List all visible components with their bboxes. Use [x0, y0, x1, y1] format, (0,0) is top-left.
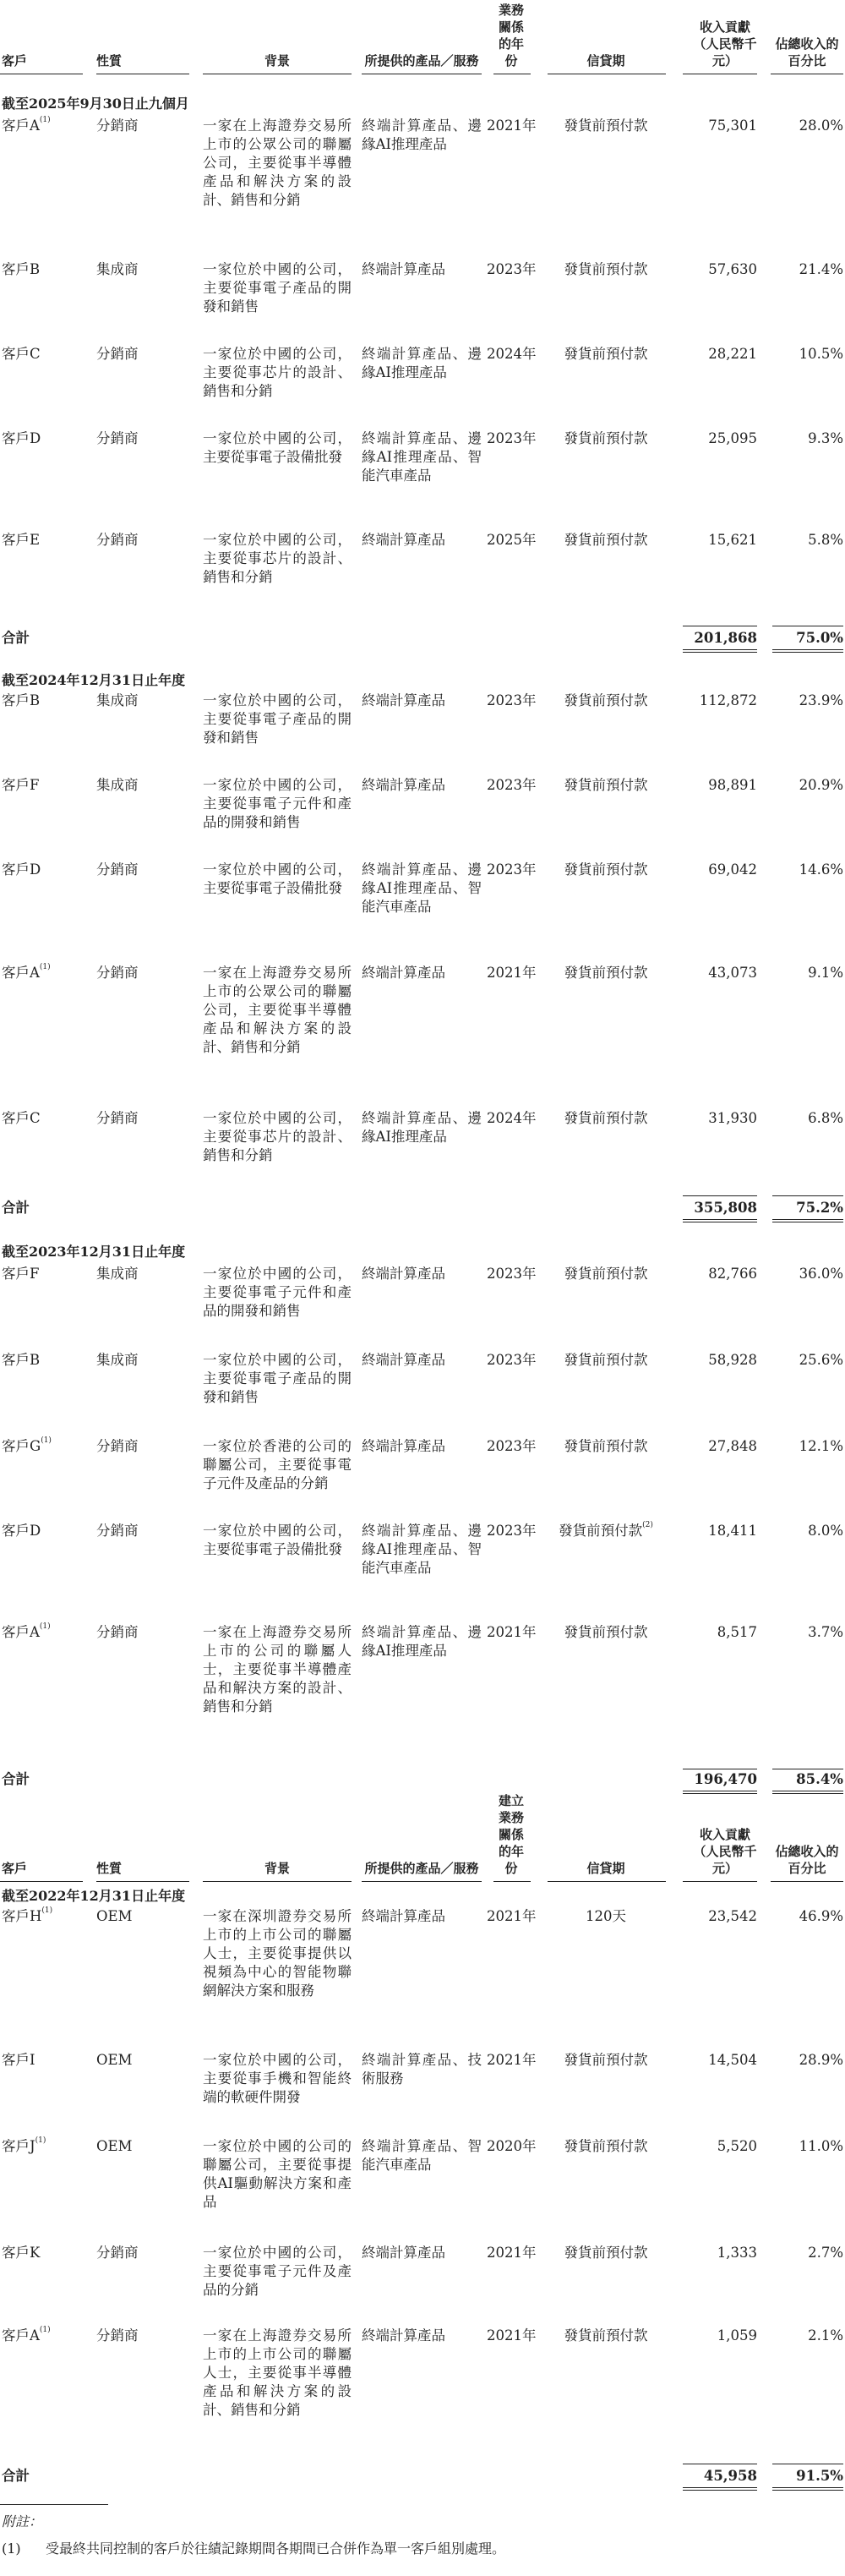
customer-revenue: 31,930	[708, 1110, 757, 1126]
customer-name: 客戶B	[2, 1352, 41, 1368]
customer-name: 客戶$A^{(1)}$	[2, 116, 51, 134]
customer-products: 終端計算產品	[362, 1908, 445, 1924]
customer-year: 2023年	[487, 430, 537, 446]
customer-products: 終端計算產品	[362, 965, 445, 981]
customer-credit: 120天	[586, 1908, 626, 1924]
customer-nature: OEM	[96, 2138, 133, 2154]
customer-products: 終端計算產品、邊緣AI推理產品	[362, 1624, 482, 1659]
customer-nature: 集成商	[96, 1352, 139, 1368]
customer-revenue: 112,872	[699, 692, 757, 708]
customer-credit: 發貨前預付款	[564, 2245, 648, 2261]
customer-revenue: 98,891	[708, 777, 757, 793]
customer-credit: 發貨前預付款	[564, 1266, 648, 1282]
customer-percent: 9.3%	[808, 430, 843, 446]
customer-credit: 發貨前預付款	[564, 430, 648, 446]
customer-products: 終端計算產品	[362, 2327, 445, 2344]
customer-nature: 分銷商	[96, 965, 139, 981]
customer-year: 2020年	[487, 2138, 537, 2154]
customer-revenue: 57,630	[708, 261, 757, 277]
customer-year: 2023年	[487, 1266, 537, 1282]
header-background: 背景	[264, 1861, 290, 1876]
total-percent: 75.2%	[796, 1200, 843, 1216]
customer-year: 2023年	[487, 692, 537, 708]
header-nature: 性質	[96, 1861, 123, 1876]
header-revenue: 收入貢獻（人民幣千元）	[693, 1827, 757, 1876]
customer-credit: 發貨前預付款$^{(2)}$	[559, 1521, 653, 1539]
customer-revenue: 14,504	[708, 2052, 757, 2068]
customer-percent: 28.0%	[799, 118, 843, 134]
customer-name: 客戶D	[2, 1523, 41, 1539]
customer-nature: 分銷商	[96, 1110, 139, 1126]
customer-nature: 分銷商	[96, 118, 139, 134]
customer-nature: 分銷商	[96, 1624, 139, 1640]
customer-products: 終端計算產品	[362, 2245, 445, 2261]
customer-percent: 23.9%	[799, 692, 843, 708]
customer-products: 終端計算產品	[362, 777, 445, 793]
total-percent: 85.4%	[796, 1771, 843, 1787]
total-revenue: 45,958	[703, 2468, 757, 2484]
header-background: 背景	[264, 53, 290, 68]
header-products: 所提供的產品／服務	[364, 53, 479, 68]
customer-name: 客戶D	[2, 430, 41, 446]
customer-name: 客戶I	[2, 2052, 35, 2068]
customer-credit: 發貨前預付款	[564, 861, 648, 878]
customer-percent: 14.6%	[799, 861, 843, 878]
customer-background: 一家位於香港的公司的聯屬公司，主要從事電子元件及產品的分銷	[203, 1438, 352, 1491]
customer-name: 客戶$H^{(1)}$	[2, 1906, 53, 1924]
customer-revenue: 8,517	[717, 1624, 757, 1640]
customer-year: 2021年	[487, 1908, 537, 1924]
period-title: 截至2024年12月31日止年度	[2, 672, 186, 688]
customer-nature: 分銷商	[96, 2245, 139, 2261]
customer-background: 一家位於中國的公司，主要從事電子產品的開發和銷售	[203, 692, 352, 746]
customer-year: 2024年	[487, 1110, 537, 1126]
customer-background: 一家在上海證券交易所上市的公眾公司的聯屬公司，主要從事半導體產品和解決方案的設計、銷售和分銷	[203, 118, 352, 208]
customer-percent: 9.1%	[808, 965, 843, 981]
total-revenue: 355,808	[694, 1200, 757, 1216]
period-title: 截至2025年9月30日止九個月	[2, 96, 189, 112]
customer-name: 客戶F	[2, 1266, 40, 1282]
customer-year: 2025年	[487, 532, 537, 548]
customer-credit: 發貨前預付款	[564, 692, 648, 708]
customer-background: 一家位於中國的公司，主要從事電子元件及產品的分銷	[203, 2245, 352, 2298]
customer-revenue: 27,848	[708, 1438, 757, 1454]
customer-products: 終端計算產品	[362, 1266, 445, 1282]
customer-year: 2021年	[487, 2327, 537, 2344]
customer-background: 一家位於中國的公司，主要從事手機和智能終端的軟硬件開發	[203, 2052, 352, 2105]
customer-products: 終端計算產品	[362, 1352, 445, 1368]
customer-products: 終端計算產品、邊緣AI推理產品	[362, 1110, 482, 1145]
customer-percent: 5.8%	[808, 532, 843, 548]
customer-revenue: 82,766	[708, 1266, 757, 1282]
customer-name: 客戶K	[2, 2245, 41, 2261]
header-customer: 客戶	[2, 1861, 28, 1876]
customer-credit: 發貨前預付款	[564, 2138, 648, 2154]
customer-products: 終端計算產品、邊緣AI推理產品、智能汽車產品	[362, 430, 482, 484]
customer-credit: 發貨前預付款	[564, 346, 648, 362]
customer-year: 2021年	[487, 2052, 537, 2068]
header-year: 建立業務關係的年份	[498, 1793, 524, 1876]
customer-percent: 2.1%	[808, 2327, 843, 2344]
customer-background: 一家位於中國的公司的聯屬公司，主要從事提供AI驅動解決方案和產品	[203, 2138, 352, 2210]
customer-percent: 8.0%	[808, 1523, 843, 1539]
customer-revenue: 23,542	[708, 1908, 757, 1924]
total-percent: 91.5%	[796, 2468, 843, 2484]
customer-revenue: 25,095	[708, 430, 757, 446]
customer-name: 客戶C	[2, 1110, 41, 1126]
table-header	[0, 1793, 845, 1882]
customer-credit: 發貨前預付款	[564, 777, 648, 793]
customer-percent: 6.8%	[808, 1110, 843, 1126]
customer-year: 2023年	[487, 1523, 537, 1539]
customer-year: 2021年	[487, 118, 537, 134]
customer-nature: 分銷商	[96, 861, 139, 878]
notes-title: 附註：	[2, 2513, 43, 2530]
customer-revenue: 15,621	[708, 532, 757, 548]
customer-background: 一家位於中國的公司，主要從事電子元件和產品的開發和銷售	[203, 1266, 352, 1319]
customer-credit: 發貨前預付款	[564, 1352, 648, 1368]
customer-year: 2024年	[487, 346, 537, 362]
customer-nature: 分銷商	[96, 430, 139, 446]
total-percent: 75.0%	[796, 630, 843, 646]
customer-nature: 集成商	[96, 1266, 139, 1282]
customer-nature: OEM	[96, 2052, 133, 2068]
header-revenue: 收入貢獻（人民幣千元）	[693, 19, 757, 68]
customer-year: 2023年	[487, 1438, 537, 1454]
customer-products: 終端計算產品、邊緣AI推理產品、智能汽車產品	[362, 861, 482, 915]
customer-name: 客戶D	[2, 861, 41, 878]
customer-revenue: 75,301	[708, 118, 757, 134]
customer-year: 2023年	[487, 261, 537, 277]
total-label: 合計	[2, 1771, 30, 1787]
customer-year: 2023年	[487, 1352, 537, 1368]
customer-percent: 3.7%	[808, 1624, 843, 1640]
customer-background: 一家在深圳證券交易所上市的上市公司的聯屬人士，主要從事提供以視頻為中心的智能物聯網解決方案和服務	[203, 1908, 352, 1999]
customer-name: 客戶$A^{(1)}$	[2, 1622, 51, 1640]
period-title: 截至2022年12月31日止年度	[2, 1888, 186, 1904]
customer-revenue: 1,333	[717, 2245, 757, 2261]
header-percent: 佔總收入的百分比	[775, 1844, 839, 1876]
customer-percent: 20.9%	[799, 777, 843, 793]
customer-products: 終端計算產品	[362, 692, 445, 708]
customer-name: 客戶$A^{(1)}$	[2, 2326, 51, 2344]
customer-percent: 25.6%	[799, 1352, 843, 1368]
customer-name: 客戶$J^{(1)}$	[2, 2136, 46, 2154]
customer-nature: 分銷商	[96, 346, 139, 362]
customer-year: 2021年	[487, 2245, 537, 2261]
header-nature: 性質	[96, 53, 123, 68]
total-label: 合計	[2, 2468, 30, 2484]
header-credit: 信貸期	[586, 1861, 625, 1876]
header-year: 業務關係的年份	[498, 3, 524, 68]
customer-name: 客戶B	[2, 692, 41, 708]
customer-background: 一家位於中國的公司，主要從事芯片的設計、銷售和分銷	[203, 532, 352, 585]
customer-background: 一家位於中國的公司，主要從事電子元件和產品的開發和銷售	[203, 777, 352, 830]
customer-credit: 發貨前預付款	[564, 261, 648, 277]
customer-percent: 12.1%	[799, 1438, 843, 1454]
customer-background: 一家在上海證券交易所上市的公司的聯屬人士，主要從事半導體產品和解決方案的設計、銷售和分銷	[203, 1624, 352, 1715]
total-label: 合計	[2, 630, 30, 646]
table-header	[0, 0, 845, 74]
customer-credit: 發貨前預付款	[564, 1624, 648, 1640]
customer-background: 一家位於中國的公司，主要從事電子設備批發	[203, 1523, 352, 1557]
customer-products: 終端計算產品、技術服務	[362, 2052, 482, 2087]
customer-credit: 發貨前預付款	[564, 118, 648, 134]
customer-percent: 46.9%	[799, 1908, 843, 1924]
customer-credit: 發貨前預付款	[564, 965, 648, 981]
customer-percent: 28.9%	[799, 2052, 843, 2068]
customer-nature: 集成商	[96, 777, 139, 793]
customer-percent: 11.0%	[799, 2138, 843, 2154]
customer-background: 一家位於中國的公司，主要從事電子設備批發	[203, 861, 352, 896]
customer-year: 2023年	[487, 777, 537, 793]
customer-name: 客戶F	[2, 777, 40, 793]
header-customer: 客戶	[2, 53, 28, 68]
customer-products: 終端計算產品、智能汽車產品	[362, 2138, 482, 2173]
customer-products: 終端計算產品	[362, 261, 445, 277]
customer-products: 終端計算產品、邊緣AI推理產品	[362, 346, 482, 380]
customer-products: 終端計算產品、邊緣AI推理產品	[362, 118, 482, 152]
customer-credit: 發貨前預付款	[564, 1110, 648, 1126]
customer-percent: 2.7%	[808, 2245, 843, 2261]
customer-background: 一家位於中國的公司，主要從事芯片的設計、銷售和分銷	[203, 346, 352, 399]
customer-year: 2021年	[487, 1624, 537, 1640]
customer-revenue: 28,221	[708, 346, 757, 362]
period-title: 截至2023年12月31日止年度	[2, 1244, 186, 1260]
customer-percent: 36.0%	[799, 1266, 843, 1282]
customer-background: 一家在上海證券交易所上市的上市公司的聯屬人士，主要從事半導體產品和解決方案的設計、銷售和分銷	[203, 2327, 352, 2418]
notes-divider	[0, 2504, 108, 2505]
customer-nature: 集成商	[96, 692, 139, 708]
header-percent: 佔總收入的百分比	[775, 36, 839, 68]
customer-name: 客戶$G^{(1)}$	[2, 1436, 52, 1454]
footnote-text: 受最終共同控制的客戶於往績記錄期間各期間已合併作為單一客戶組別處理。	[46, 2540, 506, 2557]
customer-products: 終端計算產品、邊緣AI推理產品、智能汽車產品	[362, 1523, 482, 1576]
customer-credit: 發貨前預付款	[564, 2327, 648, 2344]
customer-name: 客戶$A^{(1)}$	[2, 963, 51, 981]
customer-background: 一家位於中國的公司，主要從事電子產品的開發和銷售	[203, 261, 352, 314]
customer-products: 終端計算產品	[362, 1438, 445, 1454]
customer-background: 一家在上海證券交易所上市的公眾公司的聯屬公司，主要從事半導體產品和解決方案的設計、銷售和分銷	[203, 965, 352, 1055]
customer-name: 客戶C	[2, 346, 41, 362]
customer-nature: 分銷商	[96, 532, 139, 548]
customer-background: 一家位於中國的公司，主要從事電子產品的開發和銷售	[203, 1352, 352, 1405]
footnote-number: (1)	[2, 2540, 21, 2557]
customer-revenue: 58,928	[708, 1352, 757, 1368]
header-products: 所提供的產品／服務	[364, 1861, 479, 1876]
total-label: 合計	[2, 1200, 30, 1216]
customer-year: 2021年	[487, 965, 537, 981]
customer-revenue: 1,059	[717, 2327, 757, 2344]
customer-revenue: 43,073	[708, 965, 757, 981]
customer-year: 2023年	[487, 861, 537, 878]
customer-products: 終端計算產品	[362, 532, 445, 548]
customer-nature: 集成商	[96, 261, 139, 277]
customer-revenue: 69,042	[708, 861, 757, 878]
customer-nature: 分銷商	[96, 2327, 139, 2344]
customer-percent: 21.4%	[799, 261, 843, 277]
customer-revenue: 5,520	[717, 2138, 757, 2154]
total-revenue: 201,868	[694, 630, 757, 646]
customer-credit: 發貨前預付款	[564, 2052, 648, 2068]
customer-name: 客戶B	[2, 261, 41, 277]
customer-nature: 分銷商	[96, 1523, 139, 1539]
customer-nature: 分銷商	[96, 1438, 139, 1454]
customer-credit: 發貨前預付款	[564, 1438, 648, 1454]
customer-credit: 發貨前預付款	[564, 532, 648, 548]
customer-percent: 10.5%	[799, 346, 843, 362]
customer-nature: OEM	[96, 1908, 133, 1924]
header-credit: 信貸期	[586, 53, 625, 68]
customer-name: 客戶E	[2, 532, 41, 548]
customer-background: 一家位於中國的公司，主要從事芯片的設計、銷售和分銷	[203, 1110, 352, 1163]
customer-revenue: 18,411	[708, 1523, 757, 1539]
customer-background: 一家位於中國的公司，主要從事電子設備批發	[203, 430, 352, 465]
total-revenue: 196,470	[694, 1771, 757, 1787]
